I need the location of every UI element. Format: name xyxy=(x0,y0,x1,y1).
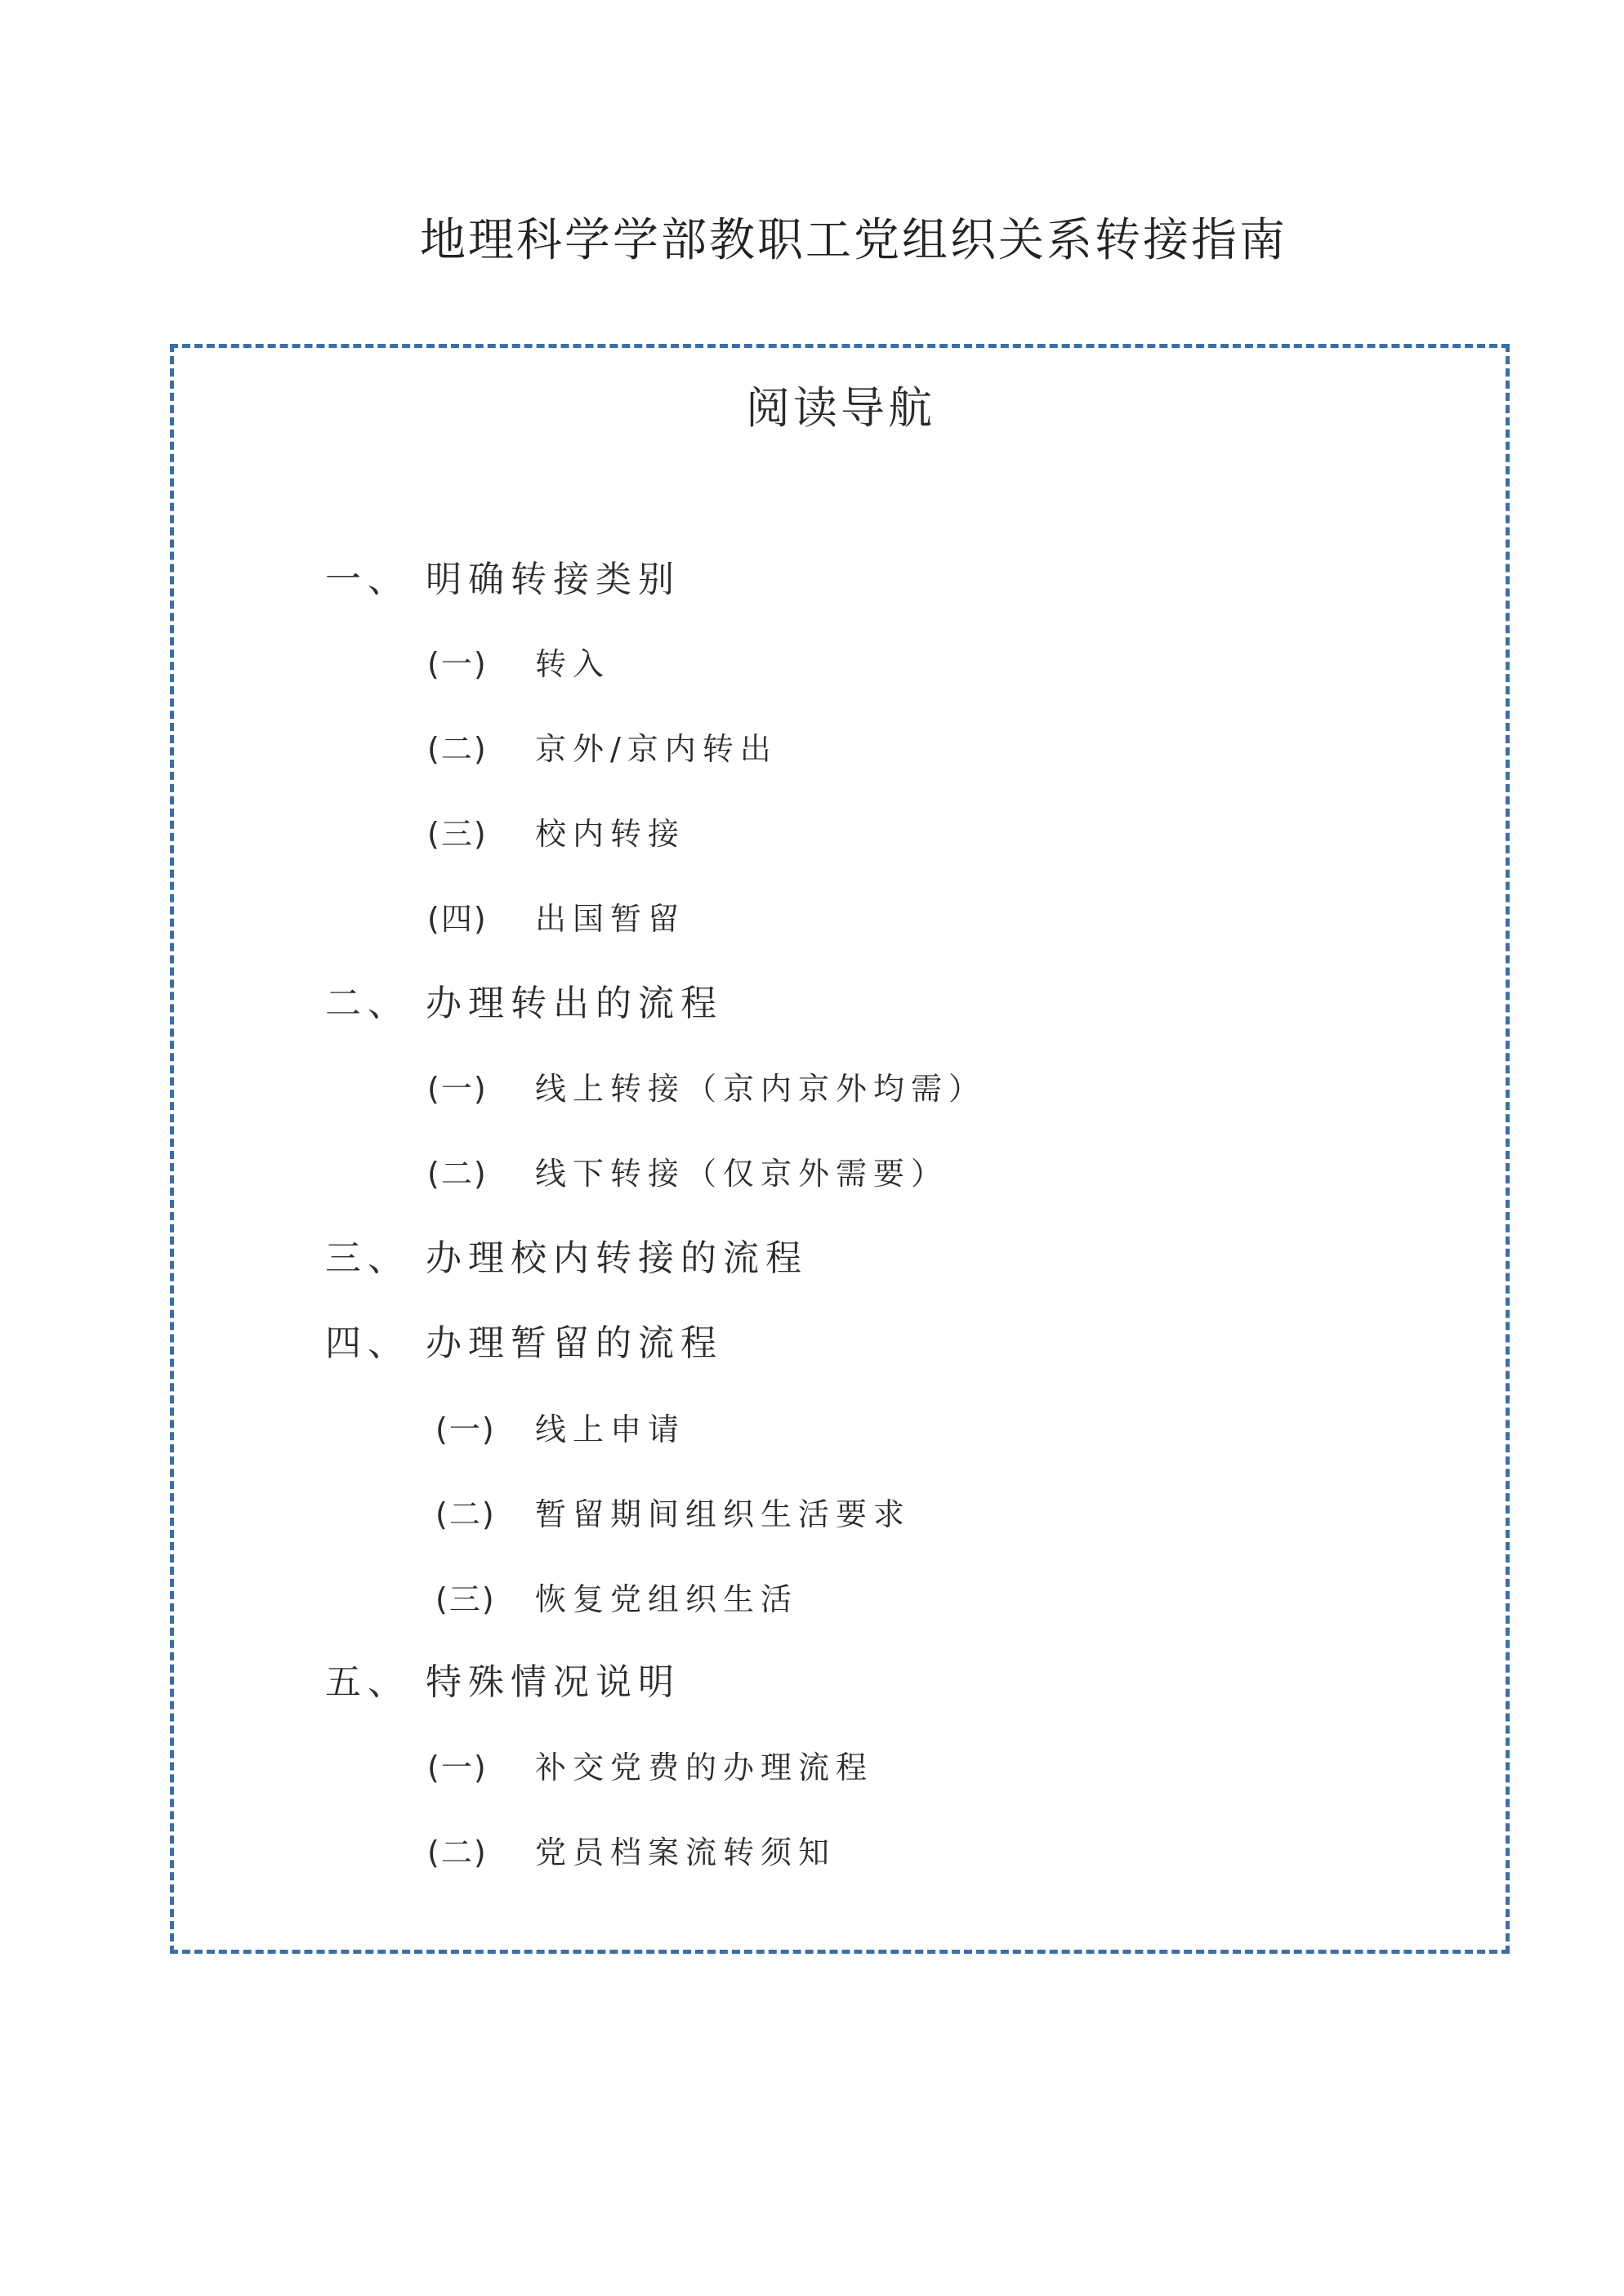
item-label: 出国暂留 xyxy=(535,901,686,937)
item-label: 校内转接 xyxy=(535,816,686,852)
item-number: (三) xyxy=(435,1581,496,1617)
section-number: 一、 xyxy=(325,559,410,600)
section-number: 三、 xyxy=(325,1237,410,1279)
item-number: (四) xyxy=(427,901,488,937)
item-number: (三) xyxy=(427,816,488,852)
item-label: 线上转接（京内京外均需） xyxy=(535,1071,987,1107)
item-label: 转入 xyxy=(535,646,611,682)
section-label: 明确转接类别 xyxy=(426,559,680,600)
item-label: 党员档案流转须知 xyxy=(535,1835,837,1870)
item-label: 线下转接（仅京外需要） xyxy=(535,1156,949,1192)
section-label: 特殊情况说明 xyxy=(426,1661,680,1703)
item-number: (二) xyxy=(427,1156,488,1192)
item-number: (一) xyxy=(427,646,488,682)
document-title: 地理科学学部教职工党组织关系转接指南 xyxy=(420,214,1287,267)
item-number: (二) xyxy=(427,731,488,767)
item-number: (一) xyxy=(435,1411,496,1447)
item-label: 暂留期间组织生活要求 xyxy=(535,1496,912,1532)
item-number: (二) xyxy=(435,1496,496,1532)
item-number: (一) xyxy=(427,1750,488,1786)
reading-navigation-heading: 阅读导航 xyxy=(746,382,935,434)
item-number: (二) xyxy=(427,1835,488,1870)
section-number: 二、 xyxy=(325,983,410,1024)
section-number: 五、 xyxy=(325,1661,410,1703)
item-label: 补交党费的办理流程 xyxy=(535,1750,874,1786)
item-label: 恢复党组织生活 xyxy=(535,1581,799,1617)
item-number: (一) xyxy=(427,1071,488,1107)
section-label: 办理暂留的流程 xyxy=(426,1322,723,1364)
section-number: 四、 xyxy=(325,1322,410,1364)
section-label: 办理转出的流程 xyxy=(426,983,723,1024)
item-label: 京外/京内转出 xyxy=(535,731,778,767)
item-label: 线上申请 xyxy=(535,1411,686,1447)
section-label: 办理校内转接的流程 xyxy=(426,1237,808,1279)
